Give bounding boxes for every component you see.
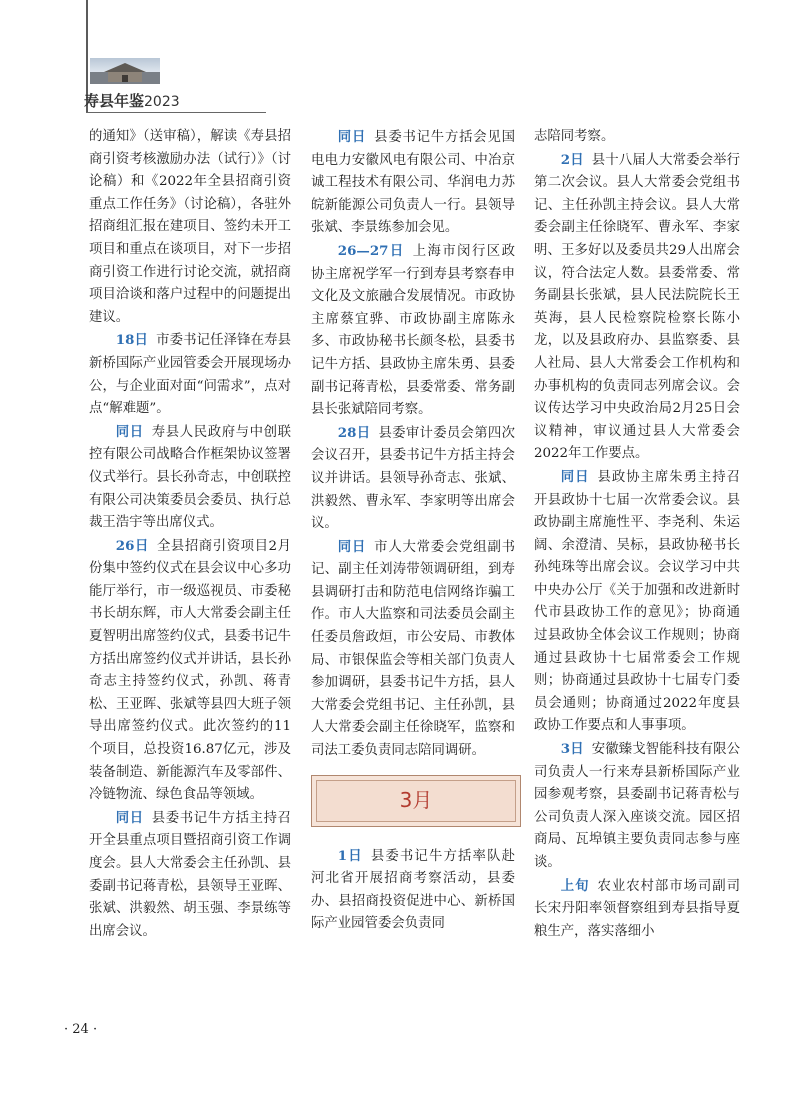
entry-date: 同日: [337, 129, 367, 145]
header-rule-horizontal: [86, 112, 266, 113]
entry-text: 安徽臻戈智能科技有限公司负责人一行来寿县新桥国际产业园参观考察，县委副书记蒋青松与公司负责人深入座谈交流。园区招商局、瓦埠镇主要负责同志参与座谈。: [534, 742, 740, 870]
entry-text: 县委审计委员会第四次会议召开，县委书记牛方括主持会议并讲话。县领导孙奇志、张斌、洪毅然、曹永军、李家明等出席会议。: [311, 425, 516, 532]
entry: [311, 126, 515, 240]
entry-date: 2日: [560, 151, 584, 168]
entry: [311, 845, 515, 936]
column-3: [534, 126, 740, 943]
entry-continuation: 志陪同考察。: [534, 129, 615, 144]
entry-text: 全县招商引资项目2月份集中签约仪式在县会议中心多功能厅举行，市一级巡视员、市委秘书长胡东辉，市人大常委会副主任夏智明出席签约仪式，县委书记牛方括出席签约仪式并讲话，县长孙奇志主持签约仪式，孙凯、蒋青松、王亚晖、张斌等县四大班子领导出席签约仪式。此次签约的11个项目，总投资16.87亿元，涉及装备制造、新能源汽车及零部件、冷链物流、绿色食品等领域。: [89, 538, 291, 803]
entry-text: 县委书记牛方括会见国电电力安徽风电有限公司、中冶京诚工程技术有限公司、华润电力苏皖新能源公司负责人一行。县领导张斌、李景练参加会见。: [311, 130, 516, 236]
entry-date: 同日: [337, 538, 367, 555]
entry: [89, 535, 291, 807]
entry-text: 市委书记任泽锋在寿县新桥国际产业园管委会开展现场办公，与企业面对面“问需求”，点对点“解难题”。: [89, 333, 291, 417]
entry: [311, 536, 515, 763]
entry-date: 18日: [115, 332, 149, 349]
entry: [311, 240, 515, 422]
yearbook-year: 2023: [144, 94, 180, 110]
entry-date: 3日: [560, 741, 584, 758]
entry-text: 寿县人民政府与中创联控有限公司战略合作框架协议签署仪式举行。县长孙奇志，中创联控有限公司决策委员会委员、执行总裁王浩宇等出席仪式。: [89, 424, 292, 531]
entry: [89, 421, 291, 535]
column-2: [311, 126, 515, 936]
entry-date: 上旬: [560, 877, 590, 894]
entry-text: 县委书记牛方括主持召开全县重点项目暨招商引资工作调度会。县人大常委会主任孙凯、县委副书记蒋青松，县领导王亚晖、张斌、洪毅然、胡玉强、李景练等出席会议。: [89, 810, 292, 939]
entry-date: 同日: [560, 468, 590, 485]
header-photo: [90, 58, 160, 84]
entry-date: 同日: [115, 809, 144, 826]
entry: [534, 738, 740, 875]
yearbook-brand: 寿县年鉴2023: [84, 92, 180, 110]
entry-date: 同日: [115, 423, 144, 440]
entry-date: 28日: [337, 424, 371, 441]
page-number: · 24 ·: [64, 1022, 98, 1037]
entry-text: 县委书记牛方括率队赴河北省开展招商考察活动，县委办、县招商投资促进中心、新桥国际产业园管委会负责同: [311, 848, 515, 932]
entry-text: 农业农村部市场司副司长宋丹阳率领督察组到寿县指导夏粮生产，落实落细小: [534, 878, 740, 939]
entry: [534, 875, 740, 944]
entry-text: 县十八届人大常委会举行第二次会议。县人大常委会党组书记、主任孙凯主持会议。县人大常委会副主任徐晓军、曹永军、李家明、王多好以及委员共29人出席会议，符合法定人数。县委常委、常务副县长张斌，县人民法院院长王英海，县人民检察院检察长陈小龙，以及县政府办、县监察委、县人社局、县人大常委会工作机构和办事机构的负责同志列席会议。会议传达学习中央政治局2月25日会议精神，审议通过县人大常委会2022年工作要点。: [534, 152, 740, 462]
entry-text: 市人大常委会党组副书记、副主任刘涛带领调研组，到寿县调研打击和防范电信网络诈骗工作。市人大监察和司法委员会副主任委员詹政烜，市公安局、市教体局、市银保监会等相关部门负责人参加调研，县委书记牛方括，县人大常委会党组书记、主任孙凯，县人大常委会副主任徐晓军，监察和司法工委负责同志陪同调研。: [311, 539, 516, 759]
entry: [534, 149, 740, 466]
entry: [89, 329, 291, 420]
entry: [311, 422, 515, 536]
entry-text: 上海市闵行区政协主席祝学军一行到寿县考察春申文化及文旅融合发展情况。市政协主席蔡宜骅、市政协副主席陈永多、市政协秘书长颜冬松，县委书记牛方括、县政协主席朱勇、县委副书记蒋青松，县委常委、常务副县长张斌陪同考察。: [311, 243, 515, 418]
entry: [534, 466, 740, 738]
entry-text: 县政协主席朱勇主持召开县政协十七届一次常委会议。县政协副主席施性平、李尧利、朱运阔、余澄清、吴标，县政协秘书长孙纯珠等出席会议。会议学习中共中央办公厅《关于加强和改进新时代市县政协工作的意见》；协商通过县政协全体会议工作规则；协商通过县政协十七届常委会工作规则；协商通过县政协十七届专门委员会通则；协商通过2022年度县政协工作要点和人事事项。: [534, 469, 740, 734]
entry-date: 1日: [337, 847, 363, 864]
entry-date: 26日: [115, 537, 149, 554]
entry-continuation: 的通知》（送审稿），解读《寿县招商引资考核激励办法（试行）》（讨论稿）和《2022年全县招商引资重点工作任务》（讨论稿），各驻外招商组汇报在建项目、签约未开工项目和重点在谈项目，对下一步招商引资工作进行讨论交流，就招商项目洽谈和落户过程中的问题提出建议。: [89, 129, 291, 325]
entry-date: 26—27日: [337, 242, 405, 259]
column-1: [89, 126, 291, 943]
entry: [89, 807, 291, 944]
month-label: 3月: [399, 788, 433, 813]
month-heading: [311, 775, 521, 827]
